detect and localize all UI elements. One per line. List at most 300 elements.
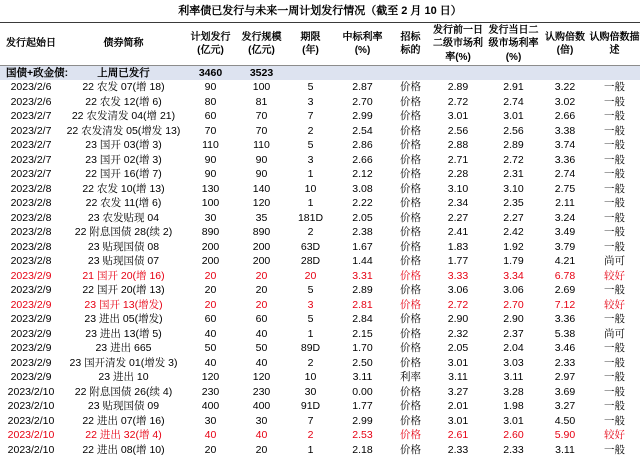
cell-winning-rate: 1.67 (352, 240, 373, 253)
cell-prev-day-rate: 2.88 (447, 139, 469, 151)
cell-winning-rate: 2.12 (352, 168, 373, 180)
cell-issue-date: 2023/2/8 (10, 197, 52, 209)
cell-bid-target: 价格 (400, 255, 421, 267)
cell-bond-name: 23 国开 03(增 3) (85, 139, 162, 151)
cell-winning-rate: 1.77 (352, 400, 373, 412)
cell-subscription-desc: 一般 (604, 371, 625, 383)
cell-bid-target: 价格 (400, 95, 421, 108)
header-line: 述 (609, 45, 620, 56)
cell-subscription-desc: 较好 (604, 429, 625, 441)
cell-issue-size: 30 (255, 414, 268, 427)
cell-issue-date: 2023/2/6 (10, 95, 52, 108)
header-line: 期限 (300, 31, 321, 43)
cell-winning-rate: 2.70 (352, 95, 373, 108)
cell-subscription-desc: 一般 (604, 342, 625, 354)
table-row (0, 153, 640, 168)
cell-bond-name: 23 国开 02(增 3) (85, 153, 162, 166)
cell-bid-target: 价格 (400, 414, 421, 427)
cell-planned-issue: 20 (204, 298, 217, 311)
section-row (0, 66, 640, 80)
table-row (0, 428, 640, 443)
cell-subscription-desc: 一般 (604, 443, 625, 456)
cell-subscription-desc: 一般 (604, 153, 625, 166)
cell-bond-name: 22 附息国债 28(续 2) (74, 226, 173, 238)
cell-subscription-multiple: 6.78 (554, 269, 576, 282)
section-empty-cell (589, 66, 640, 80)
table-row (0, 109, 640, 124)
table-header (0, 22, 640, 66)
cell-issue-date: 2023/2/8 (10, 182, 52, 195)
cell-subscription-multiple: 2.75 (554, 182, 576, 195)
cell-subscription-desc: 一般 (604, 226, 625, 238)
table-row (0, 240, 640, 255)
cell-bond-name: 23 贴现国债 08 (87, 240, 160, 253)
cell-subscription-desc: 一般 (604, 400, 625, 412)
cell-planned-issue: 40 (204, 327, 217, 340)
cell-prev-day-rate: 2.01 (447, 400, 469, 412)
cell-issue-date: 2023/2/10 (7, 414, 55, 427)
cell-subscription-multiple: 3.27 (554, 400, 576, 412)
cell-winning-rate: 2.05 (352, 211, 373, 224)
header-line: 计划发行 (190, 31, 231, 43)
cell-bid-target: 价格 (400, 284, 421, 296)
cell-term: 2 (307, 226, 314, 238)
cell-subscription-multiple: 7.12 (554, 298, 576, 311)
cell-subscription-multiple: 2.11 (555, 197, 575, 209)
cell-subscription-multiple: 3.22 (554, 81, 576, 93)
cell-prev-day-rate: 2.56 (447, 124, 469, 137)
table-row (0, 341, 640, 356)
section-empty-cell (334, 66, 391, 80)
cell-bond-name: 23 进出 13(增 5) (85, 327, 162, 340)
cell-planned-issue: 110 (202, 139, 219, 151)
cell-same-day-rate: 3.03 (503, 356, 524, 369)
cell-issue-size: 120 (252, 371, 271, 383)
section-label: 国债+政金债: (6, 67, 69, 79)
table-row (0, 225, 640, 240)
cell-bid-target: 价格 (400, 226, 421, 238)
cell-prev-day-rate: 2.28 (447, 168, 469, 180)
cell-bid-target: 价格 (400, 429, 421, 441)
cell-issue-date: 2023/2/10 (7, 443, 55, 456)
cell-subscription-desc: 一般 (604, 182, 625, 195)
cell-bond-name: 22 农发清发 04(增 21) (71, 110, 176, 122)
cell-term: 91D (300, 400, 321, 412)
cell-prev-day-rate: 3.27 (447, 385, 469, 398)
cell-bid-target: 价格 (400, 124, 421, 137)
cell-term: 181D (297, 211, 324, 224)
cell-bid-target: 价格 (400, 313, 421, 325)
cell-issue-size: 140 (252, 182, 271, 195)
cell-same-day-rate: 2.31 (503, 168, 524, 180)
cell-bid-target: 价格 (400, 139, 421, 151)
cell-subscription-multiple: 3.24 (554, 211, 576, 224)
cell-winning-rate: 1.44 (352, 255, 373, 267)
cell-issue-date: 2023/2/10 (7, 400, 55, 412)
header-line: 二级市场利 (433, 38, 483, 50)
header-bond-name (62, 23, 185, 65)
cell-issue-date: 2023/2/6 (10, 81, 52, 93)
cell-winning-rate: 2.87 (352, 81, 373, 93)
cell-issue-date: 2023/2/10 (7, 385, 55, 398)
cell-winning-rate: 2.50 (352, 356, 373, 369)
cell-prev-day-rate: 2.72 (447, 95, 469, 108)
cell-issue-size: 50 (255, 342, 268, 354)
section-empty-cell (287, 66, 334, 80)
cell-bid-target: 价格 (400, 81, 421, 93)
cell-issue-date: 2023/2/7 (10, 124, 52, 137)
cell-subscription-desc: 一般 (604, 168, 625, 180)
cell-same-day-rate: 2.42 (503, 226, 524, 238)
table-row (0, 327, 640, 342)
cell-issue-date: 2023/2/9 (10, 342, 52, 354)
header-line: (%) (354, 45, 371, 56)
cell-same-day-rate: 2.56 (503, 124, 524, 137)
cell-prev-day-rate: 1.77 (447, 255, 469, 267)
cell-prev-day-rate: 2.89 (447, 81, 469, 93)
cell-winning-rate: 2.38 (352, 226, 373, 238)
table-row (0, 95, 640, 110)
table-row (0, 254, 640, 269)
cell-bid-target: 价格 (400, 153, 421, 166)
cell-issue-size: 200 (252, 240, 271, 253)
table-row (0, 356, 640, 371)
cell-winning-rate: 2.66 (352, 153, 373, 166)
cell-same-day-rate: 3.34 (503, 269, 524, 282)
cell-issue-size: 90 (255, 168, 268, 180)
cell-subscription-multiple: 5.90 (554, 429, 576, 441)
cell-term: 2 (307, 124, 314, 137)
cell-prev-day-rate: 2.41 (447, 226, 469, 238)
cell-prev-day-rate: 3.01 (447, 414, 469, 427)
cell-bond-name: 22 进出 08(增 10) (82, 443, 165, 456)
cell-planned-issue: 60 (204, 313, 217, 325)
cell-bid-target: 价格 (400, 385, 421, 398)
cell-issue-size: 110 (253, 139, 270, 151)
header-subscription-multiple (541, 23, 589, 65)
cell-same-day-rate: 2.35 (503, 197, 524, 209)
cell-issue-date: 2023/2/9 (10, 269, 52, 282)
table-row (0, 196, 640, 211)
cell-subscription-desc: 一般 (604, 110, 625, 122)
cell-planned-issue: 80 (204, 95, 217, 108)
cell-subscription-desc: 一般 (604, 284, 625, 296)
cell-term: 5 (307, 81, 314, 93)
cell-term: 5 (307, 313, 314, 325)
cell-winning-rate: 2.18 (352, 443, 373, 456)
cell-planned-issue: 40 (204, 429, 217, 441)
cell-term: 3 (307, 95, 314, 108)
cell-same-day-rate: 3.28 (503, 385, 524, 398)
cell-bond-name: 23 进出 10 (98, 371, 149, 383)
cell-issue-size: 40 (255, 429, 268, 441)
cell-issue-date: 2023/2/7 (10, 168, 52, 180)
table-row (0, 399, 640, 414)
section-empty-cell (391, 66, 430, 80)
cell-bid-target: 价格 (400, 211, 421, 224)
header-winning-rate (334, 23, 391, 65)
cell-subscription-desc: 一般 (604, 81, 625, 93)
cell-subscription-multiple: 5.38 (554, 327, 576, 340)
cell-winning-rate: 1.70 (352, 342, 373, 354)
cell-issue-date: 2023/2/7 (10, 139, 52, 151)
cell-planned-issue: 20 (204, 269, 217, 282)
cell-bid-target: 价格 (400, 168, 421, 180)
cell-same-day-rate: 2.72 (503, 153, 524, 166)
cell-same-day-rate: 2.27 (503, 211, 524, 224)
cell-planned-issue: 200 (201, 255, 220, 267)
cell-term: 63D (300, 240, 321, 253)
cell-subscription-multiple: 3.69 (554, 385, 576, 398)
cell-subscription-desc: 一般 (604, 124, 625, 137)
cell-same-day-rate: 1.79 (503, 255, 524, 267)
cell-same-day-rate: 3.10 (503, 182, 524, 195)
cell-issue-date: 2023/2/9 (10, 298, 52, 311)
cell-planned-issue: 20 (204, 284, 217, 296)
cell-prev-day-rate: 2.61 (447, 429, 469, 441)
cell-subscription-multiple: 2.74 (554, 168, 576, 180)
cell-planned-issue: 130 (201, 182, 220, 195)
cell-subscription-multiple: 2.66 (554, 110, 576, 122)
cell-subscription-desc: 尚可 (604, 255, 625, 267)
cell-bid-target: 价格 (400, 356, 421, 369)
cell-issue-size: 200 (252, 255, 271, 267)
cell-subscription-desc: 一般 (604, 95, 625, 108)
table-row (0, 385, 640, 400)
cell-planned-issue: 890 (201, 226, 220, 238)
cell-prev-day-rate: 2.34 (447, 197, 469, 209)
cell-subscription-multiple: 4.50 (554, 414, 576, 427)
cell-term: 2 (307, 429, 314, 441)
cell-subscription-desc: 一般 (604, 197, 625, 209)
header-line: 中标利率 (342, 31, 383, 43)
header-line: 发行当日二 (488, 24, 539, 36)
cell-winning-rate: 2.22 (352, 197, 373, 209)
cell-bond-name: 22 附息国债 26(续 4) (74, 385, 173, 398)
header-line: 率(%) (445, 51, 471, 63)
cell-same-day-rate: 3.01 (503, 110, 524, 122)
cell-winning-rate: 2.89 (352, 284, 373, 296)
cell-issue-date: 2023/2/9 (10, 371, 52, 383)
header-line: 发行前一日 (433, 24, 483, 36)
table-row (0, 312, 640, 327)
header-line: 发行规模 (241, 31, 282, 43)
cell-bond-name: 23 进出 665 (95, 342, 152, 354)
cell-bond-name: 23 农发贴现 04 (87, 211, 160, 224)
cell-same-day-rate: 2.89 (503, 139, 524, 151)
cell-planned-issue: 90 (204, 168, 217, 180)
cell-prev-day-rate: 3.33 (447, 269, 469, 282)
header-bid-target (391, 23, 430, 65)
cell-bid-target: 价格 (400, 342, 421, 354)
header-issue-start-date (0, 23, 62, 65)
cell-bid-target: 价格 (400, 182, 421, 195)
cell-issue-date: 2023/2/8 (10, 211, 52, 224)
cell-term: 5 (307, 284, 314, 296)
cell-issue-date: 2023/2/9 (10, 313, 52, 325)
cell-term: 2 (307, 356, 314, 369)
cell-issue-size: 35 (255, 211, 268, 224)
header-line: (亿元) (197, 45, 224, 56)
cell-planned-issue: 60 (204, 110, 217, 122)
section-issued-total: 3523 (249, 67, 274, 79)
table-row (0, 443, 640, 457)
cell-same-day-rate: 2.74 (503, 95, 524, 108)
cell-term: 10 (304, 371, 317, 383)
cell-same-day-rate: 2.33 (503, 443, 524, 456)
cell-winning-rate: 2.81 (352, 298, 373, 311)
cell-issue-size: 90 (255, 153, 268, 166)
cell-term: 5 (307, 139, 314, 151)
cell-term: 89D (300, 342, 321, 354)
cell-same-day-rate: 2.04 (503, 342, 524, 354)
cell-subscription-multiple: 2.97 (554, 371, 576, 383)
cell-same-day-rate: 2.37 (503, 327, 524, 340)
cell-issue-size: 70 (255, 110, 268, 122)
cell-bond-name: 22 进出 07(增 16) (82, 414, 165, 427)
cell-bid-target: 价格 (400, 443, 421, 456)
cell-prev-day-rate: 3.11 (448, 371, 468, 383)
cell-bond-name: 21 国开 20(增 16) (82, 269, 165, 282)
cell-issue-size: 230 (252, 385, 271, 398)
table-row (0, 211, 640, 226)
cell-winning-rate: 3.11 (352, 371, 373, 383)
header-same-day-rate (486, 23, 541, 65)
cell-bid-target: 价格 (400, 298, 421, 311)
table-body (0, 80, 640, 457)
header-line: (年) (302, 45, 319, 56)
header-subscription-desc (589, 23, 640, 65)
cell-subscription-multiple: 4.21 (554, 255, 576, 267)
cell-bid-target: 价格 (400, 197, 421, 209)
cell-planned-issue: 50 (204, 342, 217, 354)
cell-bid-target: 价格 (400, 110, 421, 122)
table-row (0, 269, 640, 284)
section-planned-total: 3460 (198, 67, 223, 79)
cell-issue-date: 2023/2/7 (10, 110, 52, 122)
cell-planned-issue: 100 (201, 197, 220, 209)
cell-bond-name: 23 进出 05(增发) (84, 313, 163, 325)
header-line: 发行起始日 (6, 38, 56, 50)
cell-issue-size: 890 (252, 226, 271, 238)
cell-issue-size: 20 (255, 298, 268, 311)
cell-subscription-multiple: 3.36 (554, 153, 576, 166)
cell-planned-issue: 20 (204, 443, 217, 456)
cell-same-day-rate: 1.98 (503, 400, 524, 412)
cell-term: 1 (307, 197, 314, 209)
cell-bond-name: 22 进出 32(增 4) (85, 429, 162, 441)
cell-planned-issue: 120 (201, 371, 220, 383)
cell-bid-target: 价格 (400, 400, 421, 412)
cell-bond-name: 23 贴现国债 07 (87, 255, 160, 267)
cell-same-day-rate: 3.06 (503, 284, 524, 296)
cell-term: 1 (307, 168, 314, 180)
cell-subscription-multiple: 3.46 (554, 342, 576, 354)
table-row (0, 138, 640, 153)
cell-prev-day-rate: 3.01 (447, 356, 469, 369)
cell-bond-name: 23 国开 13(增发) (84, 298, 163, 311)
cell-planned-issue: 90 (204, 153, 217, 166)
header-line: 债券简称 (103, 38, 144, 50)
cell-issue-size: 60 (255, 313, 268, 325)
cell-subscription-desc: 一般 (604, 385, 625, 398)
header-prev-day-rate (430, 23, 486, 65)
cell-term: 1 (307, 443, 314, 456)
cell-subscription-multiple: 3.74 (554, 139, 576, 151)
table-row (0, 298, 640, 313)
cell-prev-day-rate: 2.72 (447, 298, 469, 311)
cell-subscription-desc: 一般 (604, 211, 625, 224)
cell-bond-name: 23 贴现国债 09 (87, 400, 160, 412)
cell-term: 10 (304, 182, 317, 195)
cell-issue-date: 2023/2/10 (7, 429, 55, 441)
cell-issue-size: 20 (255, 443, 268, 456)
cell-term: 1 (307, 327, 314, 340)
cell-subscription-desc: 一般 (604, 139, 625, 151)
cell-subscription-multiple: 3.02 (554, 95, 576, 108)
cell-subscription-desc: 较好 (604, 298, 625, 311)
cell-winning-rate: 3.08 (352, 182, 373, 195)
cell-bid-target: 价格 (400, 269, 421, 282)
cell-prev-day-rate: 1.83 (447, 240, 469, 253)
cell-subscription-desc: 较好 (604, 269, 625, 282)
cell-bid-target: 利率 (400, 371, 421, 383)
cell-subscription-multiple: 3.79 (554, 240, 576, 253)
section-empty-cell (486, 66, 541, 80)
cell-same-day-rate: 2.60 (503, 429, 524, 441)
header-planned-issue (185, 23, 236, 65)
table-row (0, 283, 640, 298)
cell-subscription-multiple: 3.49 (554, 226, 576, 238)
header-line: (倍) (556, 45, 574, 56)
header-line: (亿元) (248, 45, 275, 56)
cell-bond-name: 22 农发 12(增 6) (85, 95, 162, 108)
cell-same-day-rate: 2.70 (503, 298, 524, 311)
cell-subscription-multiple: 3.11 (555, 443, 575, 456)
cell-same-day-rate: 2.90 (503, 313, 524, 325)
cell-issue-date: 2023/2/9 (10, 284, 52, 296)
cell-planned-issue: 90 (204, 81, 217, 93)
cell-subscription-multiple: 3.38 (554, 124, 576, 137)
cell-prev-day-rate: 3.01 (447, 110, 469, 122)
section-status: 上周已发行 (97, 67, 150, 79)
cell-winning-rate: 2.99 (352, 110, 373, 122)
cell-prev-day-rate: 2.05 (447, 342, 469, 354)
cell-bond-name: 23 国开清发 01(增发 3) (69, 356, 178, 369)
table-title: 利率债已发行与未来一周计划发行情况（截至 2 月 10 日） (178, 5, 462, 17)
cell-issue-date: 2023/2/9 (10, 356, 52, 369)
cell-winning-rate: 2.54 (352, 124, 373, 137)
cell-issue-date: 2023/2/8 (10, 255, 52, 267)
table-row (0, 80, 640, 95)
cell-issue-size: 81 (255, 95, 268, 108)
cell-winning-rate: 2.99 (352, 414, 373, 427)
cell-subscription-multiple: 2.69 (554, 284, 576, 296)
cell-subscription-desc: 一般 (604, 240, 625, 253)
cell-subscription-desc: 一般 (604, 356, 625, 369)
cell-issue-size: 100 (252, 81, 271, 93)
cell-planned-issue: 200 (201, 240, 220, 253)
cell-bid-target: 价格 (400, 327, 421, 340)
header-line: 招标 (400, 31, 421, 43)
table-row (0, 167, 640, 182)
cell-issue-date: 2023/2/9 (10, 327, 52, 340)
table-row (0, 124, 640, 139)
cell-bid-target: 价格 (400, 240, 421, 253)
cell-bond-name: 22 农发 10(增 13) (82, 182, 165, 195)
header-term (287, 23, 334, 65)
cell-winning-rate: 0.00 (352, 385, 373, 398)
